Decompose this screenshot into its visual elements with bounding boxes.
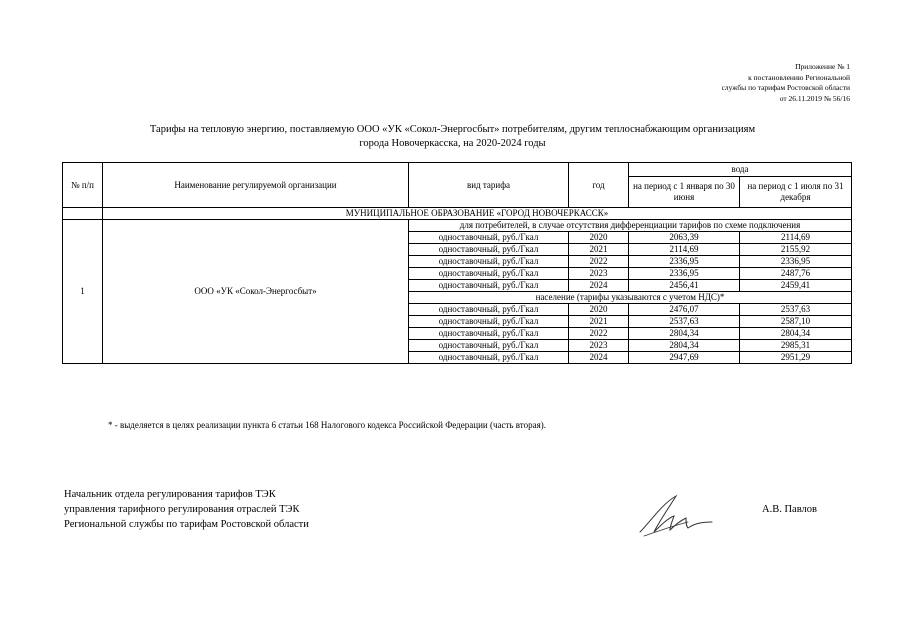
cell-p2: 2114,69 xyxy=(740,232,852,244)
cell-p2: 2985,31 xyxy=(740,340,852,352)
cell-p1: 2063,39 xyxy=(629,232,740,244)
cell-year: 2020 xyxy=(569,232,629,244)
cell-type: одноставочный, руб./Гкал xyxy=(409,316,569,328)
cell-p1: 2114,69 xyxy=(629,244,740,256)
title-line-1: Тарифы на тепловую энергию, поставляемую ООО «УК «Сокол-Энергосбыт» потребителям, другим теплоснабжающим организациям xyxy=(149,124,756,135)
cell-type: одноставочный, руб./Гкал xyxy=(409,244,569,256)
row-number: 1 xyxy=(63,220,103,364)
cell-year: 2021 xyxy=(569,244,629,256)
cell-type: одноставочный, руб./Гкал xyxy=(409,232,569,244)
cell-p1: 2804,34 xyxy=(629,328,740,340)
cell-type: одноставочный, руб./Гкал xyxy=(409,256,569,268)
appendix-line: от 26.11.2019 № 56/16 xyxy=(779,93,850,103)
signer-position-line: Начальник отдела регулирования тарифов ТЭК xyxy=(64,489,276,500)
cell-p1: 2336,95 xyxy=(629,268,740,280)
cell-p1: 2537,63 xyxy=(629,316,740,328)
cell-type: одноставочный, руб./Гкал xyxy=(409,280,569,292)
cell-type: одноставочный, руб./Гкал xyxy=(409,340,569,352)
cell-year: 2022 xyxy=(569,328,629,340)
signature-block xyxy=(64,487,309,532)
group-label: для потребителей, в случае отсутствия дифференциации тарифов по схеме подключения xyxy=(409,220,852,232)
header-tariff-type: вид тарифа xyxy=(409,163,569,208)
cell-p1: 2476,07 xyxy=(629,304,740,316)
handwritten-signature xyxy=(636,492,716,542)
group-label: население (тарифы указываются с учетом НДС)* xyxy=(409,292,852,304)
cell-year: 2024 xyxy=(569,280,629,292)
org-name: ООО «УК «Сокол-Энергосбыт» xyxy=(103,220,409,364)
cell-p2: 2459,41 xyxy=(740,280,852,292)
cell-type: одноставочный, руб./Гкал xyxy=(409,304,569,316)
cell-p1: 2804,34 xyxy=(629,340,740,352)
signer-position-line: Региональной службы по тарифам Ростовской области xyxy=(64,519,309,530)
cell-type: одноставочный, руб./Гкал xyxy=(409,352,569,364)
header-water: вода xyxy=(629,163,852,177)
cell-p1: 2456,41 xyxy=(629,280,740,292)
header-year: год xyxy=(569,163,629,208)
cell-p2: 2537,63 xyxy=(740,304,852,316)
cell-year: 2023 xyxy=(569,268,629,280)
cell-p2: 2587,10 xyxy=(740,316,852,328)
group-header-row xyxy=(63,220,852,232)
section-row xyxy=(63,208,852,220)
section-num-cell xyxy=(63,208,103,220)
header-org: Наименование регулируемой организации xyxy=(103,163,409,208)
appendix-line: к постановлению Региональной xyxy=(748,72,850,82)
signer-name: А.В. Павлов xyxy=(762,504,817,515)
cell-year: 2024 xyxy=(569,352,629,364)
section-title: МУНИЦИПАЛЬНОЕ ОБРАЗОВАНИЕ «ГОРОД НОВОЧЕРКАССК» xyxy=(103,208,852,220)
cell-type: одноставочный, руб./Гкал xyxy=(409,328,569,340)
header-num: № п/п xyxy=(63,163,103,208)
footnote: * - выделяется в целях реализации пункта 6 статьи 168 Налогового кодекса Российской Федерации (часть вторая). xyxy=(108,420,546,430)
cell-p2: 2336,95 xyxy=(740,256,852,268)
cell-year: 2023 xyxy=(569,340,629,352)
cell-p2: 2804,34 xyxy=(740,328,852,340)
header-row xyxy=(63,163,852,177)
cell-p1: 2336,95 xyxy=(629,256,740,268)
header-period-2: на период с 1 июля по 31 декабря xyxy=(740,177,852,208)
appendix-line: службы по тарифам Ростовской области xyxy=(721,83,850,92)
cell-p1: 2947,69 xyxy=(629,352,740,364)
appendix-note xyxy=(722,62,850,104)
cell-year: 2020 xyxy=(569,304,629,316)
cell-p2: 2487,76 xyxy=(740,268,852,280)
signer-position-line: управления тарифного регулирования отраслей ТЭК xyxy=(64,504,300,515)
cell-p2: 2951,29 xyxy=(740,352,852,364)
cell-year: 2022 xyxy=(569,256,629,268)
tariff-table xyxy=(62,162,852,364)
header-period-1: на период с 1 января по 30 июня xyxy=(629,177,740,208)
title-line-2: города Новочеркасска, на 2020-2024 годы xyxy=(359,138,546,149)
cell-type: одноставочный, руб./Гкал xyxy=(409,268,569,280)
appendix-line: Приложение № 1 xyxy=(795,62,850,71)
cell-year: 2021 xyxy=(569,316,629,328)
cell-p2: 2155,92 xyxy=(740,244,852,256)
document-title xyxy=(0,123,905,151)
